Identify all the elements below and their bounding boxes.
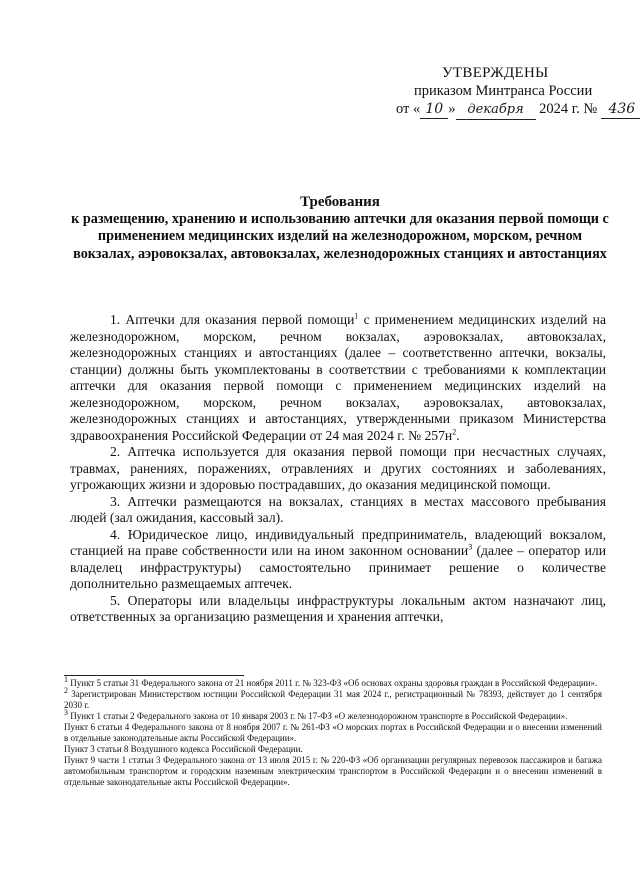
date-prefix: от « [396,101,421,117]
footnote-3-continued-3: Пункт 9 части 1 статьи 3 Федерального закона от 13 июля 2015 г. № 220-ФЗ «Об организации регулярных перевозок пассажиров и багажа автомобильным транспортом и городским наземным электрическим транспортом в Российской Федерации и о внесении изменений в отдельные законодательные акты Российской Федерации». [64,755,602,787]
footnote-1 [64,675,602,689]
document-subtitle: к размещению, хранению и использованию аптечки для оказания первой помощи с применением медицинских изделий на железнодорожном, морском, речном вокзалах, аэровокзалах, автовокзалах, железнодорожных станциях и автостанциях [71,211,609,262]
paragraph-2: 2. Аптечка используется для оказания первой помощи при несчастных случаях, травмах, ранениях, поражениях, отравлениях и других состояниях и заболеваниях, угрожающих жизни и здоровью пострадавших, до оказания медицинской помощи. [70,444,606,492]
footnote-2 [64,686,602,711]
footnote-divider [64,675,244,676]
document-body [70,312,606,626]
document-title-block [70,194,610,263]
paragraph-4 [70,527,606,593]
document-title: Требования [300,194,380,210]
paragraph-5: 5. Операторы или владельцы инфраструктуры локальным актом назначают лиц, ответственных за организацию размещения и хранения аптечки, [70,592,606,624]
footnote-ref-3: 3 [468,542,473,552]
footnote-3-continued-2: Пункт 3 статьи 8 Воздушного кодекса Российской Федерации. [64,744,303,754]
paragraph-1-end: . [456,427,460,443]
approval-block [396,64,636,120]
handwritten-month: декабря [456,101,536,120]
footnote-1-text: Пункт 5 статьи 31 Федерального закона от 21 ноября 2011 г. № 323-ФЗ «Об основах охраны здоровья граждан в Российской Федерации». [70,678,598,688]
paragraph-4-text-a: 4. Юридическое лицо, индивидуальный предприниматель, владеющий вокзалом, станцией на праве собственности или на ином законном основании [70,526,606,558]
footnote-ref-1: 1 [354,311,359,321]
footnote-3-text: Пункт 1 статьи 2 Федерального закона от 10 января 2003 г. № 17-ФЗ «О железнодорожном транспорте в Российской Федерации». [70,711,568,721]
footnote-2-text: Зарегистрирован Министерством юстиции Российской Федерации 31 мая 2024 г., регистрационный № 78393, действует до 1 сентября 2030 г. [64,689,602,710]
handwritten-order-number: 436 [601,100,640,119]
paragraph-3: 3. Аптечки размещаются на вокзалах, станциях в местах массового пребывания людей (зал ожидания, кассовый зал). [70,493,606,525]
approval-date-line [396,100,636,120]
footnote-3 [64,708,602,722]
paragraph-4-text-b: (далее – оператор или владелец инфраструктуры) самостоятельно принимает решение о количестве дополнительно размещаемых аптечек. [70,543,606,591]
footnote-3-number: 3 [64,708,68,717]
approval-heading: УТВЕРЖДЕНЫ [442,65,549,81]
date-day-close: » [448,101,456,117]
paragraph-1 [70,312,606,444]
footnote-1-number: 1 [64,675,68,684]
approval-org-line: приказом Минтранса России [414,83,593,99]
handwritten-day: 10 [420,100,448,119]
footnote-3-continued-1: Пункт 6 статьи 4 Федерального закона от 8 ноября 2007 г. № 261-ФЗ «О морских портах в Российской Федерации и о внесении изменений в отдельные законодательные акты Российской Федерации». [64,722,602,743]
footnote-2-number: 2 [64,686,68,695]
paragraph-1-text-a: 1. Аптечки для оказания первой помощи [110,312,355,327]
footnotes-block [64,675,602,788]
date-year-part: 2024 г. № [539,101,598,117]
footnote-ref-2: 2 [452,426,457,436]
paragraph-1-text-b: с применением медицинских изделий на железнодорожном, морском, речном вокзалах, аэровокзалах, автовокзалах, железнодорожных станциях и автостанциях (далее – соответственно аптечки, вокзалы, станции) должны быть укомплектованы в соответствии с требованиями к комплектации аптечки для оказания первой помощи с применением медицинских изделий на железнодорожном, морском, речном вокзалах, аэровокзалах, автовокзалах, железнодорожных станциях и автостанциях, утвержденными приказом Министерства здравоохранения Российской Федерации от 24 мая 2024 г. № 257н [70,312,606,443]
